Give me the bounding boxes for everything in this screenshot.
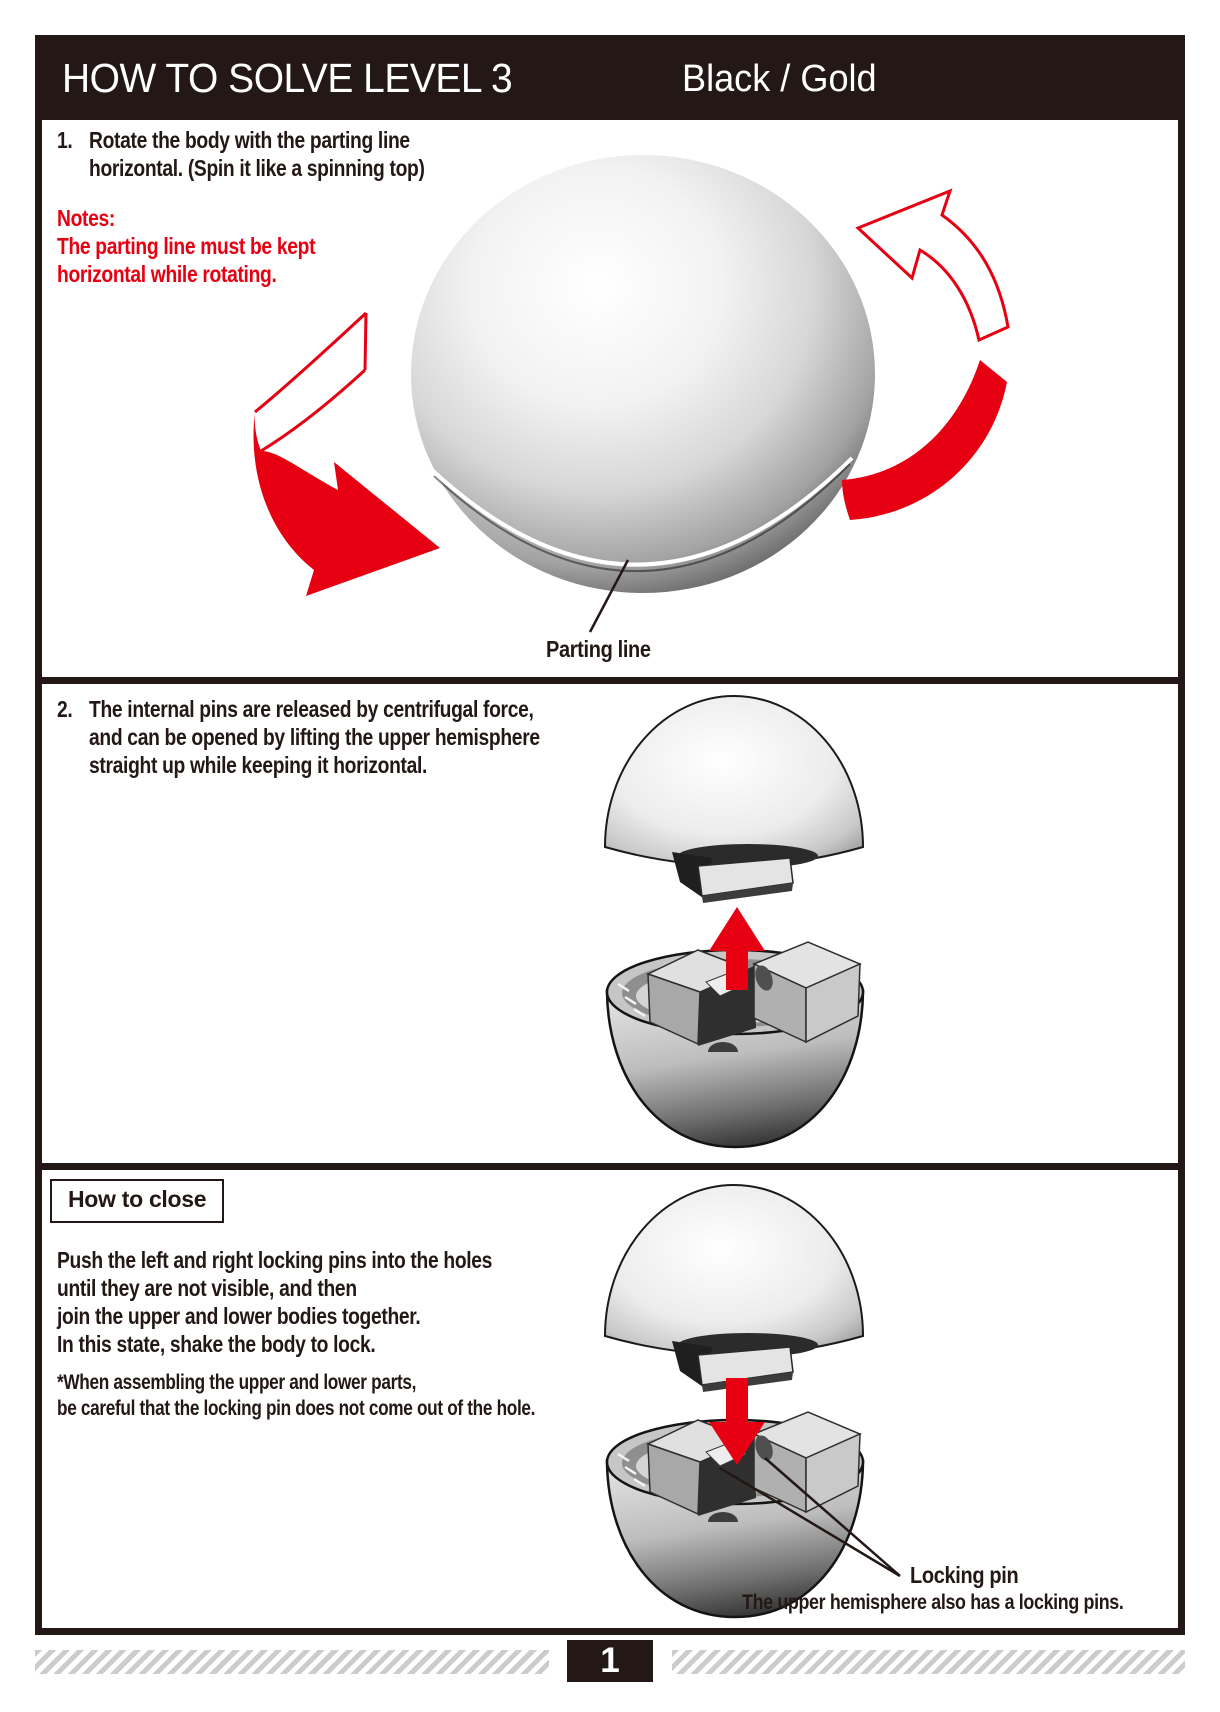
locking-pin-note: The upper hemisphere also has a locking pins. [742, 1591, 1124, 1614]
page-number-box [567, 1640, 653, 1682]
page-title: HOW TO SOLVE LEVEL 3 [62, 55, 513, 101]
close-instructions [57, 1246, 588, 1358]
close-line: Push the left and right locking pins into the holes [57, 1247, 493, 1273]
section-step-1 [42, 120, 1178, 684]
step-1-line: Rotate the body with the parting line [89, 127, 410, 153]
parting-line-label: Parting line [546, 636, 651, 662]
notes-title: Notes: [57, 205, 115, 231]
notes-line: The parting line must be kept [57, 233, 316, 259]
upper-hemisphere-illustration [605, 696, 863, 903]
close-line: In this state, shake the body to lock. [57, 1331, 376, 1357]
step-2-number: 2. [57, 696, 73, 722]
close-warning-line: be careful that the locking pin does not come out of the hole. [57, 1397, 536, 1420]
section-step-2 [42, 684, 1178, 1170]
notes-block [57, 204, 372, 288]
upper-hemisphere-illustration [605, 1185, 863, 1392]
close-line: join the upper and lower bodies together. [57, 1303, 421, 1329]
step-2-line: straight up while keeping it horizontal. [89, 752, 428, 778]
section-how-to-close [42, 1170, 1178, 1628]
footer-stripe-right [672, 1650, 1185, 1674]
how-to-close-box [50, 1179, 224, 1223]
title-bar [42, 42, 1178, 120]
puzzle-sphere [411, 155, 875, 593]
step-1-line: horizontal. (Spin it like a spinning top) [89, 155, 425, 181]
close-warning [57, 1370, 640, 1422]
page-subtitle: Black / Gold [682, 58, 877, 100]
step-1-text [57, 126, 498, 182]
step-2-line: The internal pins are released by centrifugal force, [89, 696, 534, 722]
close-warning-line: *When assembling the upper and lower parts, [57, 1371, 417, 1394]
step-1-number: 1. [57, 127, 73, 153]
content-frame [35, 35, 1185, 1635]
notes-line: horizontal while rotating. [57, 261, 277, 287]
locking-pin-label: Locking pin [910, 1562, 1019, 1588]
step-2-line: and can be opened by lifting the upper hemisphere [89, 724, 540, 750]
step-2-text [57, 695, 639, 779]
footer-stripe-left [35, 1650, 549, 1674]
close-line: until they are not visible, and then [57, 1275, 357, 1301]
page-number: 1 [600, 1641, 620, 1680]
how-to-close-label: How to close [68, 1186, 207, 1212]
